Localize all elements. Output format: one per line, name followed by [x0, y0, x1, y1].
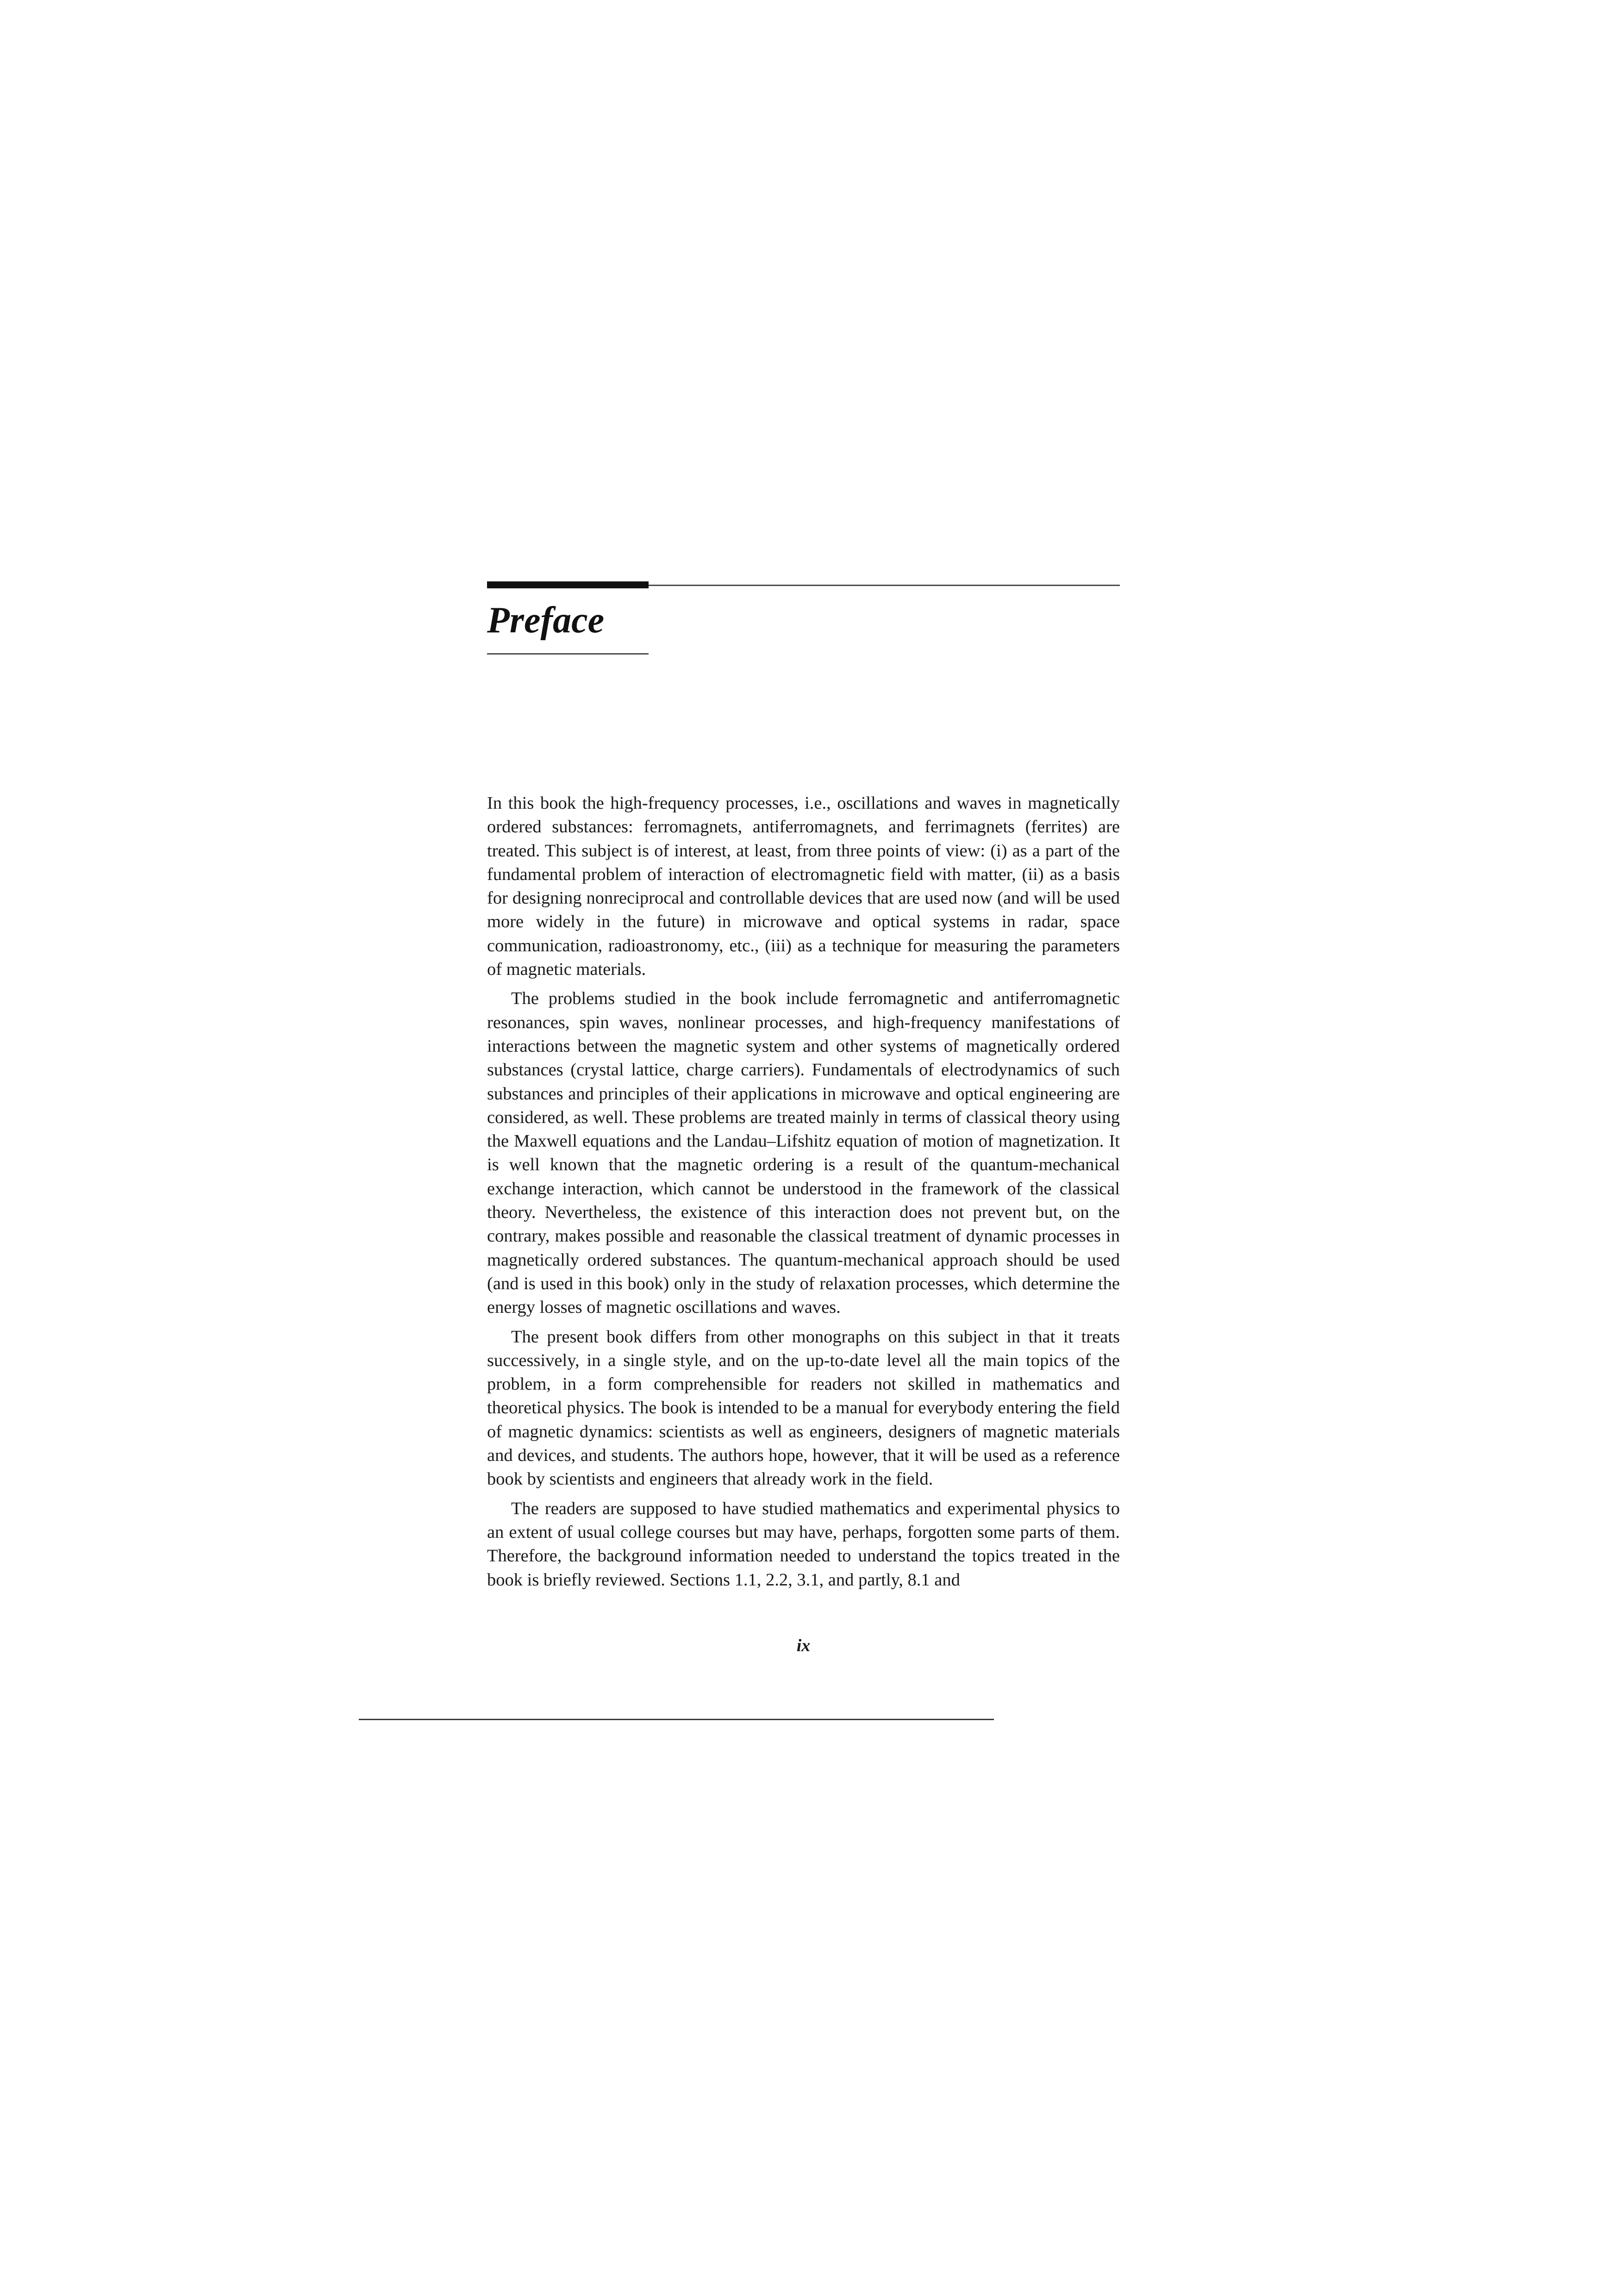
chapter-title: Preface: [487, 600, 605, 641]
paragraph-3: The present book differs from other monographs on this subject in that it treats successively, in a single style, and on the up-to-date level all the main topics of the problem, in a form comprehensible for readers not skilled in mathematics and theoretical physics. The book is intended to be a manual for everybody entering the field of magnetic dynamics: scientists as well as engineers, designers of magnetic materials and devices, and students. The authors hope, however, that it will be used as a reference book by scientists and engineers that already work in the field.: [487, 1327, 1120, 1489]
chapter-heading-thin-rule: [649, 585, 1120, 586]
chapter-title-underline: [487, 653, 649, 655]
chapter-heading-thick-rule: [487, 581, 649, 588]
paragraph-2: The problems studied in the book include ferromagnetic and antiferromagnetic resonances, spin waves, nonlinear processes, and high-frequency manifestations of interactions between the magnetic system and other systems of magnetically ordered substances (crystal lattice, charge carriers). Fundamentals of electrodynamics of such substances and principles of their applications in microwave and optical engineering are considered, as well. These problems are treated mainly in terms of classical theory using the Maxwell equations and the Landau–Lifshitz equation of motion of magnetization. It is well known that the magnetic ordering is a result of the quantum-mechanical exchange interaction, which cannot be understood in the framework of the classical theory. Nevertheless, the existence of this interaction does not prevent but, on the contrary, makes possible and reasonable the classical treatment of dynamic processes in magnetically ordered substances. The quantum-mechanical approach should be used (and is used in this book) only in the study of relaxation processes, which determine the energy losses of magnetic oscillations and waves.: [487, 989, 1120, 1317]
page-bottom-rule: [359, 1719, 994, 1720]
preface-body: [487, 792, 1120, 1597]
page-number: ix: [796, 1636, 811, 1655]
paragraph-4: The readers are supposed to have studied mathematics and experimental physics to an extent of usual college courses but may have, perhaps, forgotten some parts of them. Therefore, the background information needed to understand the topics treated in the book is briefly reviewed. Sections 1.1, 2.2, 3.1, and partly, 8.1 and: [487, 1498, 1120, 1590]
paragraph-1: In this book the high-frequency processes, i.e., oscillations and waves in magnetically ordered substances: ferromagnets, antiferromagnets, and ferrimagnets (ferrites) are treated. This subject is of interest, at least, from three points of view: (i) as a part of the fundamental problem of interaction of electromagnetic field with matter, (ii) as a basis for designing nonreciprocal and controllable devices that are used now (and will be used more widely in the future) in microwave and optical systems in radar, space communication, radioastronomy, etc., (iii) as a technique for measuring the parameters of magnetic materials.: [487, 793, 1120, 980]
